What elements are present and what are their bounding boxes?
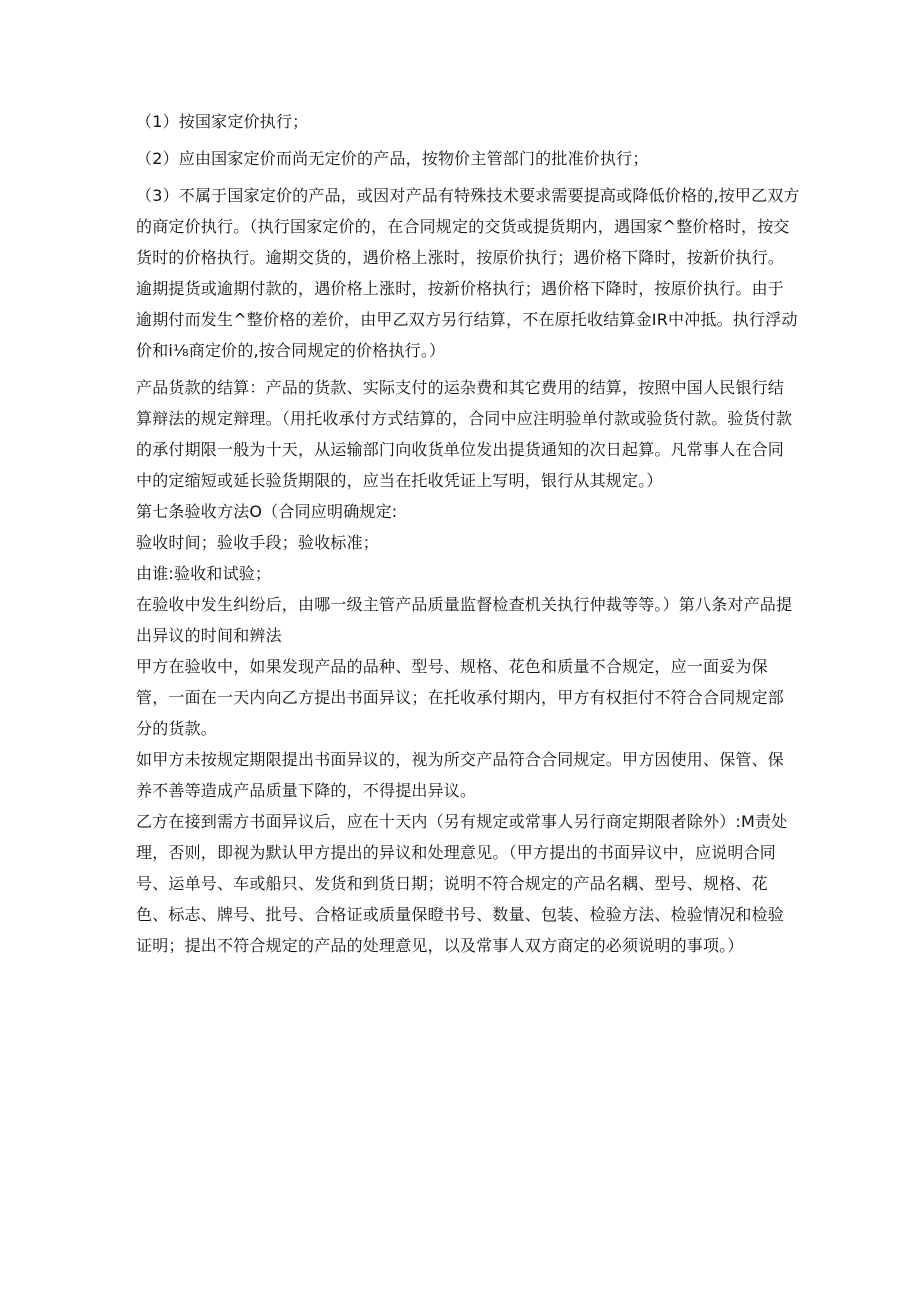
dispute-and-article-eight: 在验收中发生纠纷后，由哪一级主管产品质量监督检查机关执行仲裁等等。）第八条对产品提出异议的时间和辨法 [136, 595, 793, 645]
article-seven-heading: 第七条验收方法O（合同应明确规定: [136, 502, 398, 521]
seller-response-paragraph: 乙方在接到需方书面异议后，应在十天内（另有规定或常事人另行商定期限者除外）:M责处理，否则，即视为默认甲方提出的异议和处理意见。（甲方提出的书面异议中，应说明合同号、运单号、车或船只、发货和到货日期；说明不符合规定的产品名耦、型号、规格、花色、标志、牌号、批号、合格证或质量保瞪书号、数量、包装、检验方法、检验情况和检验证明；提出不符合规定的产品的处理意见，以及常事人双方商定的必须说明的事项。） [136, 812, 788, 955]
price-rule-3: （3）不属于国家定价的产品，或因对产品有特殊技术要求需要提高或降低价格的,按甲乙双方的商定价执行。（执行国家定价的，在合同规定的交货或提货期内，遇国家^整价格时，按交货时的价格执行。逾期交货的，遇价格上涨时，按原价执行；遇价格下降时，按新价执行。逾期提货或逾期付款的，遇价格上涨时，按新价格执行；遇价格下降时，按原价执行。由于逾期付而发生^整价格的差价，由甲乙双方另行结算，不在原托收结算金IR中冲抵。执行浮动价和i⅛商定价的,按合同规定的价格执行。） [136, 186, 800, 360]
buyer-inspection-paragraph: 甲方在验收中，如果发现产品的品种、型号、规格、花色和质量不合规定，应一面妥为保管，一面在一天内向乙方提出书面异议；在托收承付期内，甲方有权拒付不符合合同规定部分的货款。 [136, 657, 785, 738]
document-body [136, 106, 800, 961]
acceptance-items: 验收时间；验收手段；验收标准； [136, 533, 380, 552]
price-rule-1: （1）按国家定价执行； [136, 112, 309, 131]
acceptance-party: 由谁:验收和试验； [136, 564, 272, 583]
payment-settlement-paragraph: 产品货款的结算：产品的货款、实际支付的运杂费和其它费用的结算，按照中国人民银行结算辩法的规定辩理。（用托收承付方式结算的，合同中应注明验单付款或验货付款。验货付款的承付期限一般为十天，从运输部门向收货单位发出提货通知的次日起算。凡常事人在合同中的定缩短或延长验货期限的，应当在托收凭证上写明，银行从其规定。） [136, 378, 793, 490]
price-rule-2: （2）应由国家定价而尚无定价的产品，按物价主管部门的批准价执行； [136, 149, 649, 168]
objection-deadline-paragraph: 如甲方未按规定期限提出书面异议的，视为所交产品符合合同规定。甲方因使用、保管、保养不善等造成产品质量下降的，不得提出异议。 [136, 750, 785, 800]
